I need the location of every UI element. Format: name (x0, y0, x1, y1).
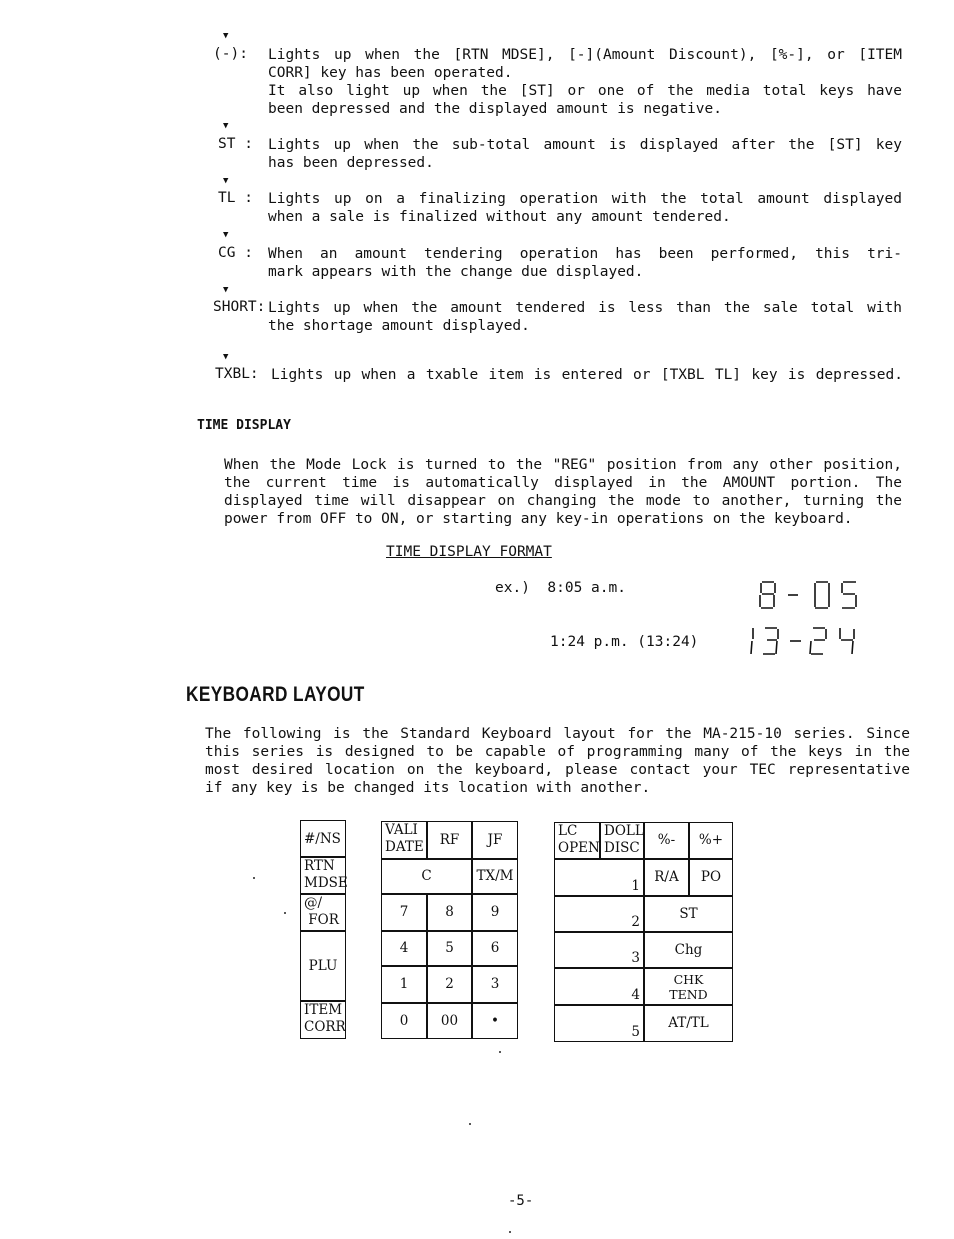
indicator-desc-txbl (271, 366, 903, 384)
indicator-label-short: SHORT: (213, 299, 266, 315)
time-display-paragraph (224, 456, 902, 528)
triangle-marker-icon: ▼ (223, 176, 229, 186)
text-line: Lights up when the amount tendered is less than the sale total with (268, 300, 902, 316)
text-line: It also light up when the [ST] or one of the media total keys have (268, 83, 902, 99)
key-po[interactable]: PO (689, 859, 733, 896)
text-line: power from OFF to ON, or starting any key-in operations on the keyboard. (224, 511, 853, 527)
indicator-desc-minus (268, 46, 902, 118)
text-line: the shortage amount displayed. (268, 318, 530, 334)
text-line: displayed time will disappear on changing the mode to another, turning the (224, 493, 902, 509)
indicator-label-st: ST : (218, 136, 253, 152)
scan-speck (499, 1051, 501, 1053)
page-number: -5- (508, 1193, 534, 1209)
seven-segment-display-1324 (745, 624, 865, 658)
key-3[interactable]: 3 (472, 966, 518, 1003)
text-line: When the Mode Lock is turned to the "REG" position from any other position, (224, 457, 902, 473)
key-6[interactable]: 6 (472, 931, 518, 966)
key-rtn-mdse[interactable]: RTN MDSE (300, 857, 346, 894)
seven-segment-display-0805 (758, 579, 862, 611)
key-jf[interactable]: JF (472, 821, 518, 859)
triangle-marker-icon: ▼ (223, 352, 229, 362)
key-doll-disc[interactable]: DOLL DISC (600, 822, 644, 859)
text-line: when a sale is finalized without any amount tendered. (268, 209, 731, 225)
triangle-marker-icon: ▼ (223, 285, 229, 295)
key-dept-2[interactable]: 2 (554, 896, 644, 932)
time-example-am: ex.) 8:05 a.m. (495, 580, 626, 596)
scan-speck (253, 877, 255, 879)
text-line: When an amount tendering operation has been performed, this tri- (268, 246, 902, 262)
text-line: Lights up when a txable item is entered or [TXBL TL] key is depressed. (271, 367, 903, 383)
scan-speck (284, 912, 286, 914)
key-ns[interactable]: #/NS (300, 820, 346, 857)
indicator-label-txbl: TXBL: (215, 366, 259, 382)
key-at-tl[interactable]: AT/TL (644, 1005, 733, 1042)
text-line: Lights up when the [RTN MDSE], [-](Amount Discount), [%-], or [ITEM (268, 47, 902, 63)
key-dept-4[interactable]: 4 (554, 968, 644, 1005)
text-line: been depressed and the displayed amount is negative. (268, 101, 722, 117)
key-decimal-point[interactable]: • (472, 1003, 518, 1039)
key-2[interactable]: 2 (427, 966, 472, 1003)
key-percent-minus[interactable]: %- (644, 822, 689, 859)
indicator-desc-tl (268, 190, 902, 226)
key-plu[interactable]: PLU (300, 931, 346, 1001)
key-4[interactable]: 4 (381, 931, 427, 966)
text-line: Lights up on a finalizing operation with the total amount displayed (268, 191, 902, 207)
key-9[interactable]: 9 (472, 894, 518, 931)
time-display-heading: TIME DISPLAY (197, 418, 291, 433)
text-line: this series is designed to be capable of programming many of the keys in the (205, 744, 910, 760)
indicator-label-cg: CG : (218, 245, 253, 261)
text-line: mark appears with the change due displayed. (268, 264, 644, 280)
key-st[interactable]: ST (644, 896, 733, 932)
text-line: CORR] key has been operated. (268, 65, 513, 81)
indicator-desc-cg (268, 245, 902, 281)
time-format-title: TIME DISPLAY FORMAT (386, 544, 552, 560)
triangle-marker-icon: ▼ (223, 230, 229, 240)
keyboard-layout-heading: KEYBOARD LAYOUT (186, 683, 365, 706)
key-5[interactable]: 5 (427, 931, 472, 966)
scan-speck (509, 1231, 511, 1233)
key-percent-plus[interactable]: %+ (689, 822, 733, 859)
text-line: The following is the Standard Keyboard layout for the MA-215-10 series. Since (205, 726, 910, 742)
key-dept-3[interactable]: 3 (554, 932, 644, 968)
text-line: has been depressed. (268, 155, 434, 171)
time-example-pm: 1:24 p.m. (13:24) (550, 634, 699, 650)
key-00[interactable]: 00 (427, 1003, 472, 1039)
key-dept-5[interactable]: 5 (554, 1005, 644, 1042)
key-lc-open[interactable]: LC OPEN (554, 822, 600, 859)
triangle-marker-icon: ▼ (223, 121, 229, 131)
indicator-label-tl: TL : (218, 190, 253, 206)
triangle-marker-icon: ▼ (223, 31, 229, 41)
key-chg[interactable]: Chg (644, 932, 733, 968)
key-8[interactable]: 8 (427, 894, 472, 931)
key-rf[interactable]: RF (427, 821, 472, 859)
indicator-desc-short (268, 299, 902, 335)
key-1[interactable]: 1 (381, 966, 427, 1003)
key-for[interactable]: @/ FOR (300, 894, 346, 931)
key-item-corr[interactable]: ITEM CORR (300, 1001, 346, 1039)
key-0[interactable]: 0 (381, 1003, 427, 1039)
text-line: most desired location on the keyboard, please contact your TEC representative (205, 762, 910, 778)
scan-speck (469, 1123, 471, 1125)
key-7[interactable]: 7 (381, 894, 427, 931)
indicator-label-minus: (-): (213, 46, 248, 62)
key-tx-m[interactable]: TX/M (472, 859, 518, 894)
key-ra[interactable]: R/A (644, 859, 689, 896)
key-chk-tend[interactable]: CHK TEND (644, 968, 733, 1005)
key-dept-1[interactable]: 1 (554, 859, 644, 896)
text-line: Lights up when the sub-total amount is displayed after the [ST] key (268, 137, 902, 153)
keyboard-layout-paragraph (205, 725, 910, 797)
indicator-desc-st (268, 136, 902, 172)
text-line: the current time is automatically displayed in the AMOUNT portion. The (224, 475, 902, 491)
key-validate[interactable]: VALI DATE (381, 821, 427, 859)
key-clear[interactable]: C (381, 859, 472, 894)
text-line: if any key is be changed its location with another. (205, 780, 651, 796)
